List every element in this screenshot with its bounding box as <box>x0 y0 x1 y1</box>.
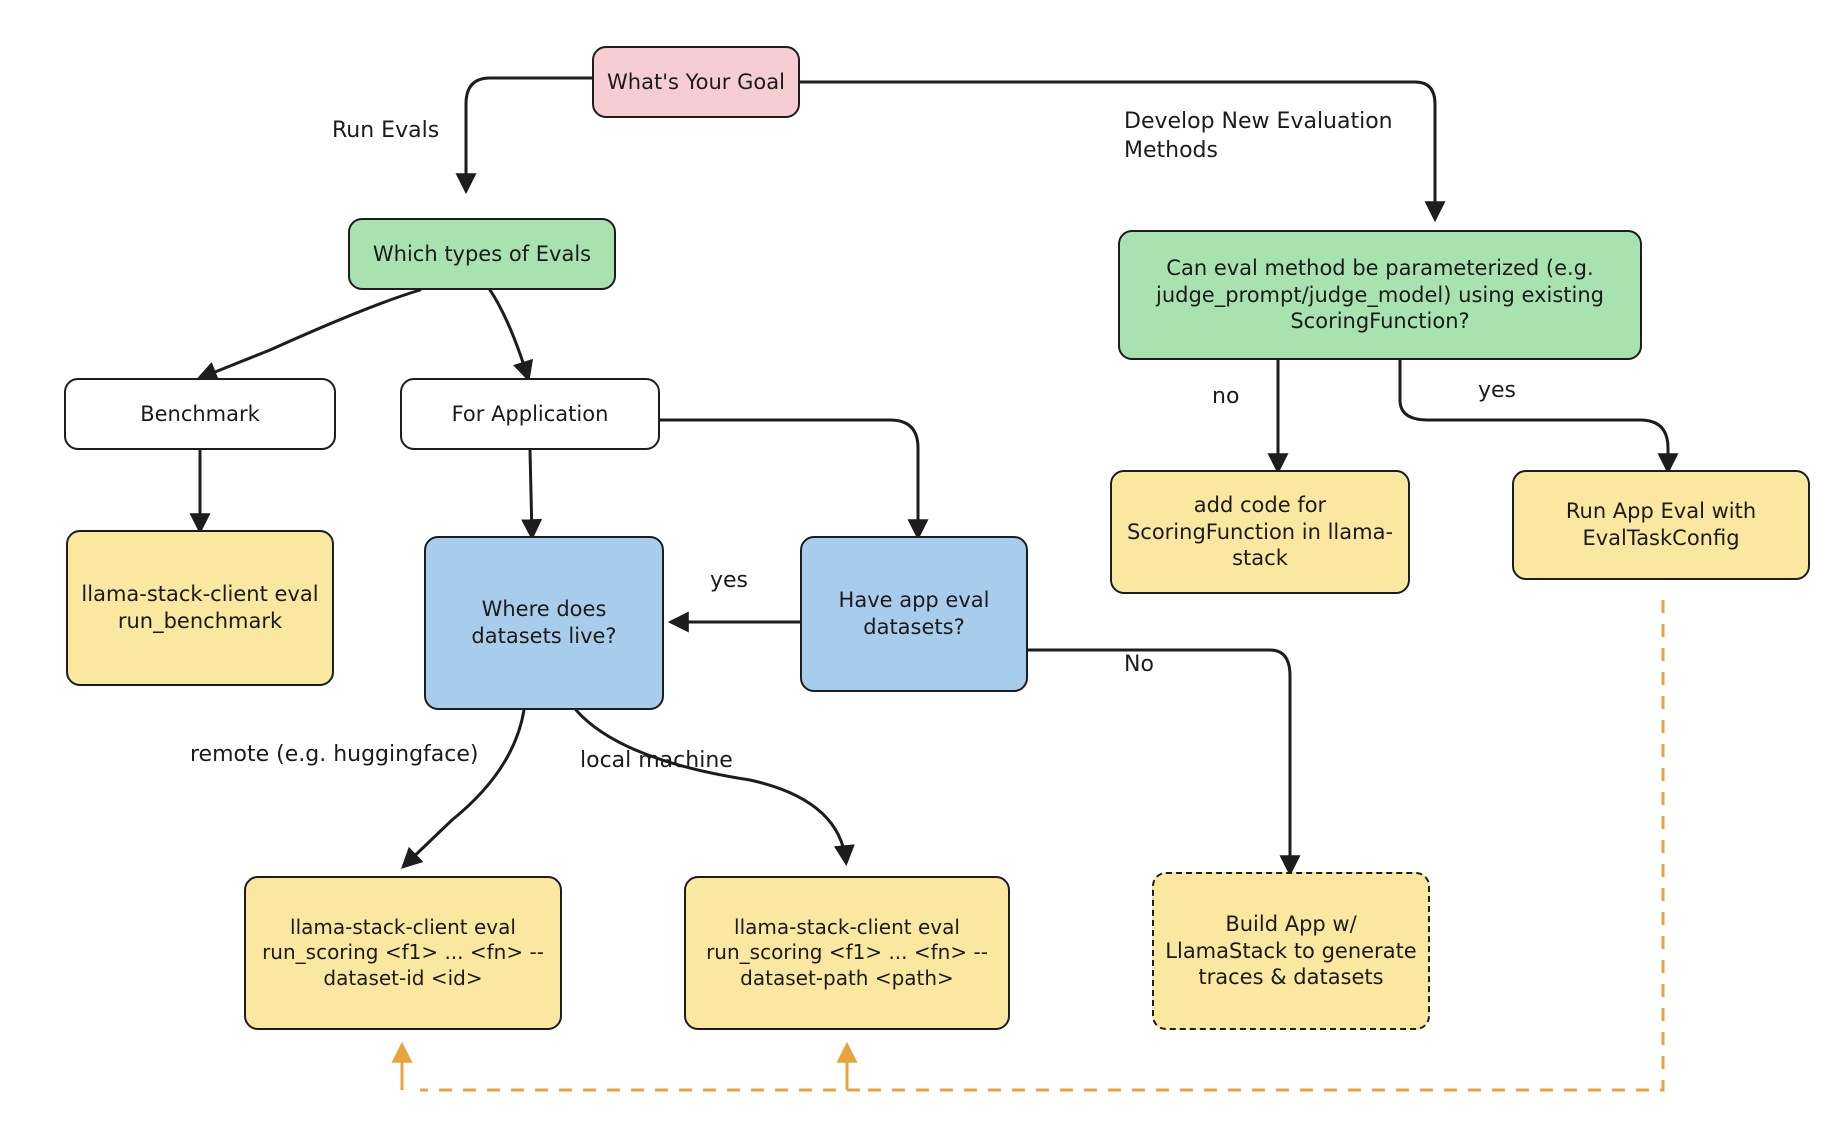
node-which-types-of-evals[interactable] <box>348 218 616 290</box>
node-can-parameterize[interactable] <box>1118 230 1642 360</box>
node-have-app-eval-datasets-label: Have app eval datasets? <box>838 588 990 639</box>
edge-label-local-machine: local machine <box>580 748 733 773</box>
node-where-datasets-live-label: Where does datasets live? <box>471 597 617 648</box>
edge-label-run-evals: Run Evals <box>332 118 440 143</box>
edge-label-yes-have-datasets: yes <box>710 568 749 593</box>
node-for-application[interactable] <box>400 378 660 450</box>
node-run-scoring-dataset-path-label: llama-stack-client eval run_scoring <f1> ... <fn> --dataset-path <path> <box>706 914 988 990</box>
edge-label-remote-datasets: remote (e.g. huggingface) <box>190 742 479 767</box>
node-add-scoring-function-code-label: add code for ScoringFunction in llama-stack <box>1126 492 1394 571</box>
node-run-app-eval[interactable] <box>1512 470 1810 580</box>
node-have-app-eval-datasets[interactable] <box>800 536 1028 692</box>
node-run-benchmark-command[interactable] <box>66 530 334 686</box>
node-benchmark-label: Benchmark <box>140 401 260 426</box>
node-can-parameterize-label: Can eval method be parameterized (e.g. judge_prompt/judge_model) using existing ScoringFunction? <box>1155 255 1604 334</box>
node-build-app-llamastack[interactable] <box>1152 872 1430 1030</box>
edge-label-develop-new-methods: Develop New Evaluation Methods <box>1124 109 1393 163</box>
node-add-scoring-function-code[interactable] <box>1110 470 1410 594</box>
node-where-datasets-live[interactable] <box>424 536 664 710</box>
node-goal[interactable] <box>592 46 800 118</box>
node-goal-label: What's Your Goal <box>607 69 785 94</box>
node-benchmark[interactable] <box>64 378 336 450</box>
edge-label-yes-parameterize: yes <box>1478 378 1517 403</box>
node-for-application-label: For Application <box>451 401 609 426</box>
node-run-benchmark-command-label: llama-stack-client eval run_benchmark <box>81 582 319 633</box>
node-run-app-eval-label: Run App Eval with EvalTaskConfig <box>1565 499 1757 550</box>
edge-label-no-have-datasets: No <box>1124 652 1154 677</box>
edge-label-no-parameterize: no <box>1212 384 1240 409</box>
node-run-scoring-dataset-id-label: llama-stack-client eval run_scoring <f1> ... <fn> --dataset-id <id> <box>262 914 544 990</box>
node-build-app-llamastack-label: Build App w/ LlamaStack to generate traces & datasets <box>1165 911 1417 990</box>
node-run-scoring-dataset-path[interactable] <box>684 876 1010 1030</box>
node-run-scoring-dataset-id[interactable] <box>244 876 562 1030</box>
node-which-types-of-evals-label: Which types of Evals <box>372 241 592 266</box>
